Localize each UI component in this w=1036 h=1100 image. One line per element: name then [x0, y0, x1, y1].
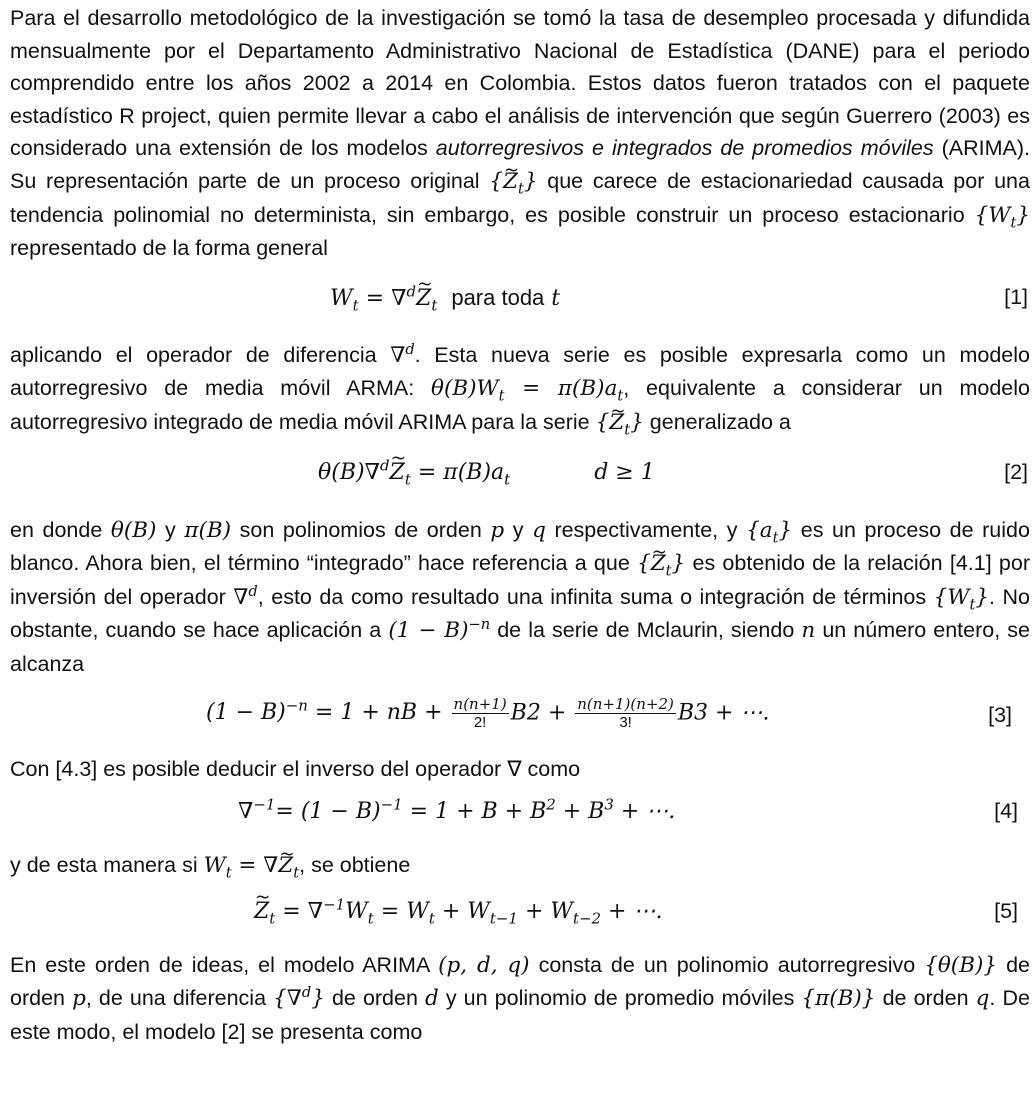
text-run: de orden: [882, 986, 969, 1011]
paragraph-inverse: [10, 753, 1030, 786]
equation-number: [3]: [988, 702, 1012, 727]
text-run: , se obtiene: [299, 853, 411, 878]
math-d: d: [425, 986, 439, 1012]
math-w-nabla-z: $W_t$ = ∇~ $Z_t$: [204, 853, 300, 878]
equation-3-expression: $(1 - B)^{-n} = 1$ + nB + $\frac{n(n+1)}{2!}$ B2 + $\frac{n(n+1)(n+2)}{3!}$ B3 + ⋯.: [206, 694, 770, 731]
math-pdq: (p, d, q): [438, 952, 530, 978]
text-run: que carece de estacionariedad causada por una tendencia polinomial no determinista, sin embargo, es posible construir un proceso estacionario: [10, 168, 1030, 227]
equation-2: [10, 446, 1030, 510]
math-w-set: $\{W_t\}$: [974, 202, 1030, 231]
equation-number: [4]: [994, 799, 1018, 824]
text-run: y: [512, 517, 524, 542]
text-run: Para el desarrollo metodológico de la investigación se tomó la tasa de desempleo procesada y difundida mensualmente por el Departamento Administrativo Nacional de Estadística (DANE) para el periodo comprendido entre los años 2002 a 2014 en Colombia. Estos datos fueron tratados con el paquete estadístico R project, quien permite llevar a cabo el análisis de intervención que según Guerrero (2003) es considerado una extensión de los modelos: [10, 6, 1030, 161]
document-page: [10, 0, 1030, 1048]
text-run: es un proceso de ruido blanco. Ahora bien, el término “integrado” hace referencia a que: [10, 517, 1030, 576]
math-q: q: [532, 517, 546, 543]
math-w-set: $\{W_t\}$: [933, 584, 990, 614]
text-run: y: [165, 517, 176, 542]
equation-5: [10, 887, 1030, 949]
text-run: generalizado a: [649, 409, 791, 434]
text-run: en donde: [10, 517, 103, 542]
math-one-minus-b: $(1 - B)^{-n}$: [388, 616, 491, 644]
math-n: n: [801, 618, 816, 644]
math-theta-b: θ(B): [110, 517, 157, 543]
equation-1-expression: $W_t$ = ∇$^d$~ $Z_t$ para toda t: [330, 285, 560, 311]
equation-4-expression: $\nabla^{-1}= (1 - B)^{-1} = 1 + B + B^2 + B^3$ + ⋯.: [238, 795, 676, 825]
equation-1: [10, 271, 1030, 335]
math-z-set: {~ $Z_t$}: [637, 551, 685, 576]
text-run: de orden: [331, 986, 418, 1011]
equation-number: [5]: [994, 898, 1018, 923]
text-run: , equivalente a considerar un modelo autorregresivo integrado de media móvil ARIMA para la serie: [10, 376, 1031, 434]
text-run: es obtenido de la relación [4.1] por inversión del operador: [10, 551, 1030, 609]
text-run: representado de la forma general: [10, 236, 328, 261]
text-run: son polinomios de orden: [239, 517, 482, 542]
italic-term: autorregresivos e integrados de promedios móviles: [435, 136, 934, 161]
math-z-set: {~ $Z_t$}: [596, 410, 644, 435]
math-z-set: {~ $Z_t$}: [489, 169, 537, 194]
paragraph-integrated: [10, 514, 1030, 681]
math-q: q: [975, 986, 990, 1012]
text-run: , esto da como resultado una infinita suma o integración de términos: [257, 584, 927, 609]
math-nabla-d: ∇$^d$: [233, 582, 258, 610]
math-p: p: [72, 986, 86, 1012]
math-p: p: [490, 517, 505, 543]
fraction-1: $\frac{n(n+1)}{2!}$: [453, 694, 507, 731]
text-run: aplicando el operador de diferencia: [10, 342, 377, 367]
paragraph-arma: [10, 339, 1030, 440]
math-theta-set: {θ(B)}: [924, 952, 998, 978]
equation-3: [10, 687, 1030, 753]
text-run: . De este modo, el modelo [2] se presenta como: [10, 986, 1030, 1044]
text-run: . Esta nueva serie es posible expresarla como un modelo autorregresivo de media móvil ARMA:: [10, 342, 1031, 401]
paragraph-arima-model: [10, 949, 1030, 1049]
equation-2-expression: θ(B)∇$^d$~ $Z_t = \pi(B)a_t$ d ≥ 1: [318, 460, 655, 485]
text-run: , de una diferencia: [85, 986, 267, 1011]
text-run: un número entero, se alcanza: [10, 618, 1030, 676]
text-run: consta de un polinomio autorregresivo: [538, 952, 916, 977]
equation-number: [1]: [1004, 284, 1028, 309]
text-run: y un polinomio de promedio móviles: [445, 986, 795, 1011]
math-a-set: $\{a_t\}$: [746, 517, 793, 546]
math-pi-set: {π(B)}: [801, 986, 876, 1012]
paragraph-result: [10, 849, 1030, 883]
equation-5-expression: ~ $Z_t = \nabla^{-1}W_t = W_t + W_{t-1} + W_{t-2}$ + ⋯.: [254, 899, 662, 924]
text-run: de la serie de Mclaurin, siendo: [497, 618, 795, 643]
paragraph-intro: [10, 2, 1030, 265]
fraction-2: $\frac{n(n+1)(n+2)}{3!}$: [577, 694, 674, 731]
text-run: . No obstante, cuando se hace aplicación a: [10, 584, 1030, 643]
math-nabla-d: ∇$^d$: [390, 340, 415, 368]
math-arma-formula: $\theta(B)W_t = \pi(B)a_t$: [431, 376, 624, 405]
text-run: y de esta manera si: [10, 853, 198, 878]
text-run: de orden: [10, 952, 1030, 1011]
text-run: (ARIMA). Su representación parte de un proceso original: [10, 136, 1030, 193]
text-run: En este orden de ideas, el modelo ARIMA: [10, 952, 430, 977]
text-run: Con [4.3] es posible deducir el inverso del operador ∇ como: [10, 756, 581, 781]
math-pi-b: π(B): [184, 517, 232, 543]
text-run: respectivamente, y: [554, 517, 738, 542]
math-nabla-set: {∇$^d$}: [273, 984, 325, 1012]
equation-number: [2]: [1004, 459, 1028, 484]
equation-4: [10, 789, 1030, 849]
